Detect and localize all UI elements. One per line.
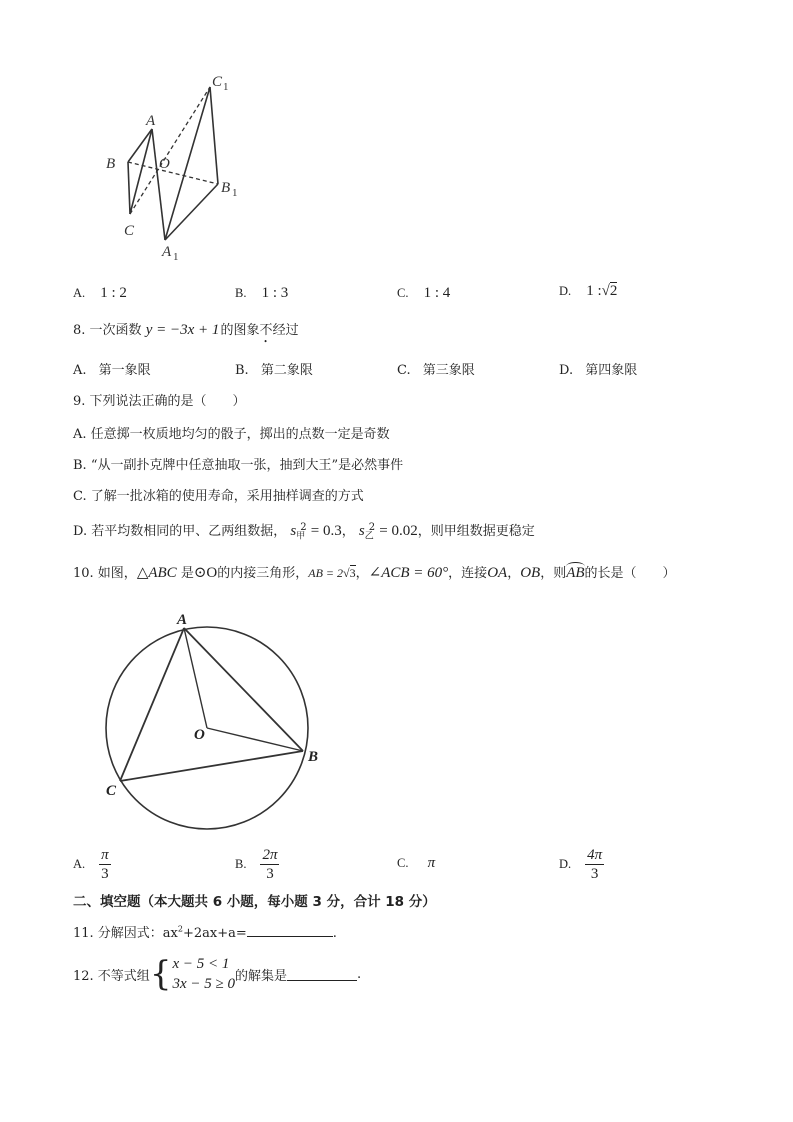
dashed-bb1 bbox=[128, 162, 218, 184]
q10-stem: 10. 如图，△ABC 是⊙O的内接三角形，AB = 2√3，∠ACB = 60°，连接OA，OB，则 AB的长是（ ） bbox=[73, 562, 676, 582]
line-aa1 bbox=[152, 129, 165, 240]
answer-blank[interactable] bbox=[287, 968, 357, 981]
q10-option-a[interactable]: A. $\frac{\pi}{3}$ bbox=[73, 847, 109, 882]
edge-ca bbox=[130, 129, 152, 214]
label-a: A bbox=[146, 113, 156, 129]
label-a1-sub: 1 bbox=[173, 251, 179, 262]
q9-option-b[interactable]: B. “从一副扑克牌中任意抽取一张，抽到大王”是必然事件 bbox=[73, 458, 404, 473]
q9-option-d[interactable]: D. 若平均数相同的甲、乙两组数据， $s_甲^2 = 0.3$， $s_乙^2 = 0.02$，则甲组数据更稳定 bbox=[73, 521, 535, 542]
q8-option-b[interactable]: B. 第二象限 bbox=[235, 363, 313, 378]
inequality-system: x − 5 < 1 3x − 5 ≥ 0 bbox=[172, 956, 235, 992]
arc-mark bbox=[566, 562, 584, 571]
label-a1: A bbox=[162, 244, 172, 260]
q7-option-b[interactable]: B. 1 : 3 bbox=[235, 285, 289, 301]
label-b1: B bbox=[221, 180, 231, 196]
radius-oa bbox=[184, 628, 207, 728]
edge-c1b1 bbox=[210, 87, 218, 184]
label-b1-sub: 1 bbox=[232, 187, 238, 199]
q7-option-a[interactable]: A. 1 : 2 bbox=[73, 285, 127, 301]
q9-stem: 9. 下列说法正确的是（ ） bbox=[73, 394, 246, 409]
fraction: $\frac{\pi}{3}$ bbox=[101, 847, 109, 882]
answer-blank[interactable] bbox=[247, 924, 333, 937]
dashed-cc1 bbox=[130, 87, 210, 214]
q7-option-c[interactable]: C. 1 : 4 bbox=[397, 285, 451, 301]
arc-ab: AB bbox=[566, 565, 584, 582]
q11: 11. 分解因式：$ax^2+2ax+a=$ . bbox=[73, 924, 337, 941]
label-o: O bbox=[159, 156, 170, 172]
label-b: B bbox=[308, 749, 319, 765]
fraction: $\frac{4\pi}{3}$ bbox=[587, 847, 603, 882]
label-c1: C bbox=[212, 74, 223, 90]
sqrt-sign: √ bbox=[601, 283, 610, 299]
label-a: A bbox=[177, 612, 188, 628]
chord-ca bbox=[120, 628, 184, 781]
q9-option-a[interactable]: A. 任意掷一枚质地均匀的骰子，掷出的点数一定是奇数 bbox=[73, 427, 390, 442]
label-c: C bbox=[106, 783, 117, 799]
q7-figure bbox=[100, 72, 250, 262]
q9-option-c[interactable]: C. 了解一批冰箱的使用寿命，采用抽样调查的方式 bbox=[73, 489, 364, 504]
chord-bc bbox=[120, 751, 303, 781]
label-c1-sub: 1 bbox=[223, 81, 229, 93]
label-b: B bbox=[106, 156, 116, 172]
sqrt-sign: √ bbox=[343, 566, 350, 580]
fraction: $\frac{2\pi}{3}$ bbox=[262, 847, 278, 882]
label-c: C bbox=[124, 223, 135, 239]
q10-option-d[interactable]: D. $\frac{4\pi}{3}$ bbox=[559, 847, 603, 882]
q10-figure bbox=[100, 605, 330, 845]
q12: 12. 不等式组 { x − 5 < 1 3x − 5 ≥ 0 的解集是 . bbox=[73, 954, 362, 994]
label-o: O bbox=[194, 727, 205, 743]
q10-option-b[interactable]: B. $\frac{2\pi}{3}$ bbox=[235, 847, 278, 882]
radius-ob bbox=[207, 728, 303, 751]
brace-icon: { bbox=[149, 954, 172, 994]
q8-option-a[interactable]: A. 第一象限 bbox=[73, 363, 151, 378]
q8-stem: 8. 一次函数 y = −3x + 1 的图象不经过 bbox=[73, 322, 299, 338]
section-heading: 二、填空题（本大题共 6 小题，每小题 3 分，合计 18 分） bbox=[73, 894, 436, 910]
q8-option-d[interactable]: D. 第四象限 bbox=[559, 363, 638, 378]
q8-option-c[interactable]: C. 第三象限 bbox=[397, 363, 475, 378]
emphasis-dot: 不 bbox=[259, 323, 273, 338]
q7-option-d[interactable]: D. 1 :√2 bbox=[559, 283, 618, 299]
q10-option-c[interactable]: C. π bbox=[397, 855, 436, 871]
edge-bc bbox=[128, 162, 130, 214]
